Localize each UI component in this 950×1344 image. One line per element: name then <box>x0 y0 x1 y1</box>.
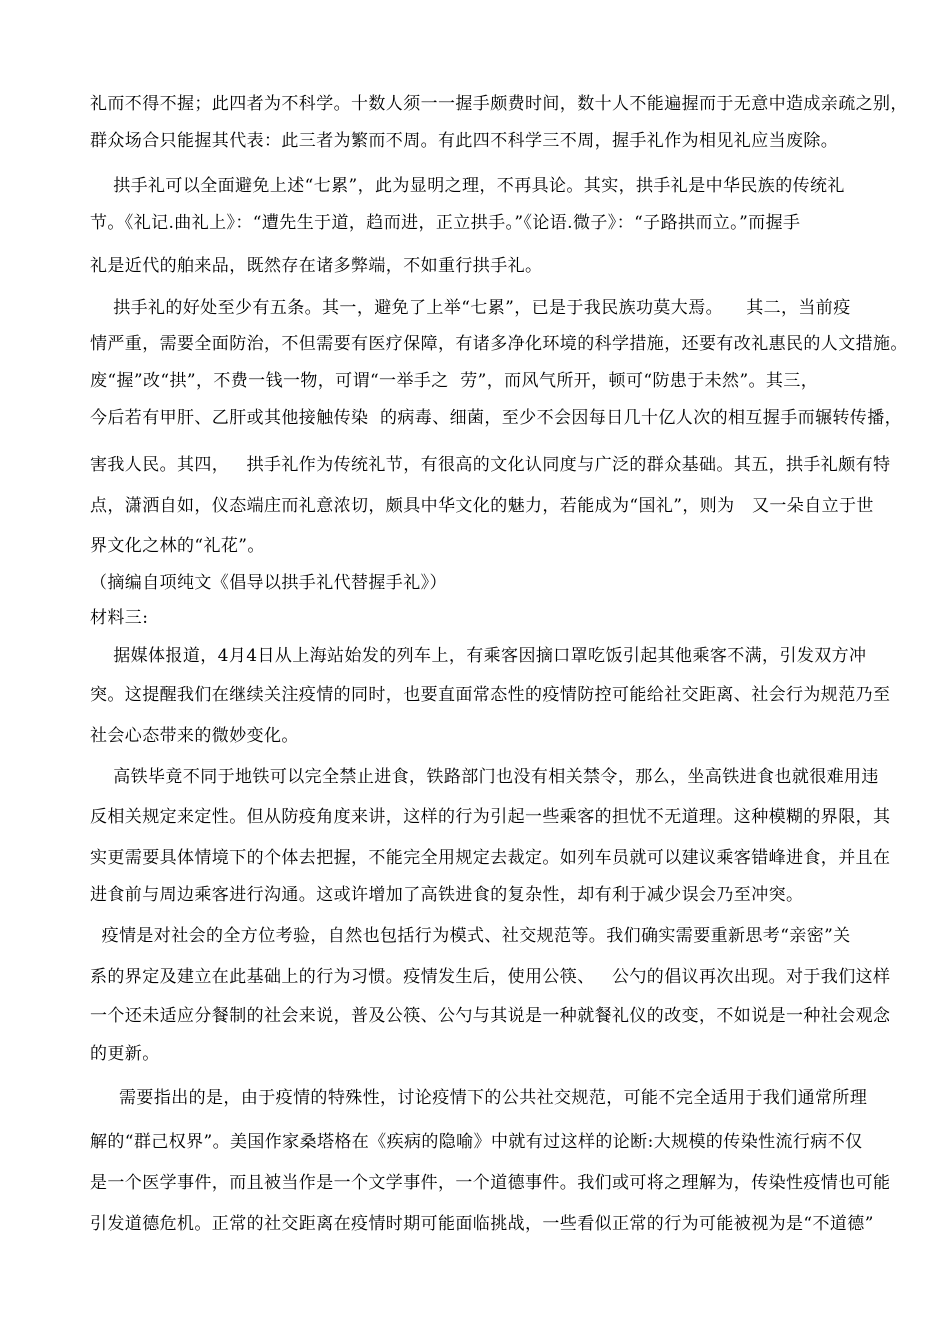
text-line: 社会心态带来的微妙变化。 <box>90 726 299 746</box>
text-line: 一个还未适应分餐制的社会来说，普及公筷、公勺与其说是一种就餐礼仪的改变，不如说是一种社会观念 <box>90 1006 891 1026</box>
text-line: 礼是近代的舶来品，既然存在诸多弊端，不如重行拱手礼。 <box>90 256 543 276</box>
text-line: 节。《礼记.曲礼上》：“遭先生于道，趋而进，正立拱手。”《论语.微子》：“子路拱而立。”而握手 <box>90 213 801 233</box>
text-line: 今后若有甲肝、乙肝或其他接触传染 的病毒、细菌，至少不会因每日几十亿人次的相互握手而辗转传播， <box>90 408 903 428</box>
text-line: 情严重，需要全面防治，不但需要有医疗保障，有诸多净化环境的科学措施，还要有改礼惠民的人文措施。 <box>90 334 908 354</box>
text-line: 进食前与周边乘客进行沟通。这或许增加了高铁进食的复杂性，却有利于减少误会乃至冲突。 <box>90 885 804 905</box>
text-line: 的更新。 <box>90 1044 160 1064</box>
text-line: 拱手礼的好处至少有五条。其一，避免了上举“七累”，已是于我民族功莫大焉。 其二，当前疫 <box>90 298 851 318</box>
text-line: 废“握”改“拱”，不费一钱一物，可谓“一举手之 劳”，而风气所开，顿可“防患于未然”。其三， <box>90 371 819 391</box>
text-line: 群众场合只能握其代表：此三者为繁而不周。有此四不科学三不周，握手礼作为相见礼应当废除。 <box>90 131 839 151</box>
text-line: 系的界定及建立在此基础上的行为习惯。疫情发生后，使用公筷、 公勺的倡议再次出现。对于我们这样 <box>90 967 891 987</box>
text-line: 实更需要具体情境下的个体去把握，不能完全用规定去裁定。如列车员就可以建议乘客错峰进食，并且在 <box>90 848 891 868</box>
text-line: 点，潇洒自如，仪态端庄而礼意浓切，颇具中华文化的魅力，若能成为“国礼”，则为 又一朵自立于世 <box>90 496 874 516</box>
text-line: 疫情是对社会的全方位考验，自然也包括行为模式、社交规范等。我们确实需要重新思考“亲密”关 <box>90 926 851 946</box>
text-line: 引发道德危机。正常的社交距离在疫情时期可能面临挑战，一些看似正常的行为可能被视为是“不道德” <box>90 1214 874 1234</box>
text-line: 拱手礼可以全面避免上述“七累”，此为显明之理，不再具论。其实，拱手礼是中华民族的传统礼 <box>90 176 845 196</box>
text-line: 害我人民。其四， 拱手礼作为传统礼节，有很高的文化认同度与广泛的群众基础。其五，拱手礼颇有特 <box>90 455 891 475</box>
text-line: 反相关规定来定性。但从防疫角度来讲，这样的行为引起一些乘客的担忧不无道理。这种模糊的界限，其 <box>90 807 891 827</box>
text-line: 解的“群己权界”。美国作家桑塔格在《疾病的隐喻》中就有过这样的论断:大规模的传染性流行病不仅 <box>90 1132 863 1152</box>
text-line: 需要指出的是，由于疫情的特殊性，讨论疫情下的公共社交规范，可能不完全适用于我们通常所理 <box>90 1088 868 1108</box>
text-line: 据媒体报道，4月4日从上海站始发的列车上，有乘客因摘口罩吃饭引起其他乘客不满，引发双方冲 <box>90 646 867 666</box>
text-line: 高铁毕竟不同于地铁可以完全禁止进食，铁路部门也没有相关禁令，那么，坐高铁进食也就很难用违 <box>90 767 879 787</box>
text-line: 突。这提醒我们在继续关注疫情的同时，也要直面常态性的疫情防控可能给社交距离、社会行为规范乃至 <box>90 685 891 705</box>
text-line: 界文化之林的“礼花”。 <box>90 536 265 556</box>
text-line: 礼而不得不握；此四者为不科学。十数人须一一握手颇费时间，数十人不能遍握而于无意中造成亲疏之别， <box>90 94 908 114</box>
source-citation: （摘编自项纯文《倡导以拱手礼代替握手礼》） <box>90 573 447 593</box>
section-heading: 材料三: <box>90 608 149 628</box>
text-line: 是一个医学事件，而且被当作是一个文学事件，一个道德事件。我们或可将之理解为，传染性疫情也可能 <box>90 1173 891 1193</box>
